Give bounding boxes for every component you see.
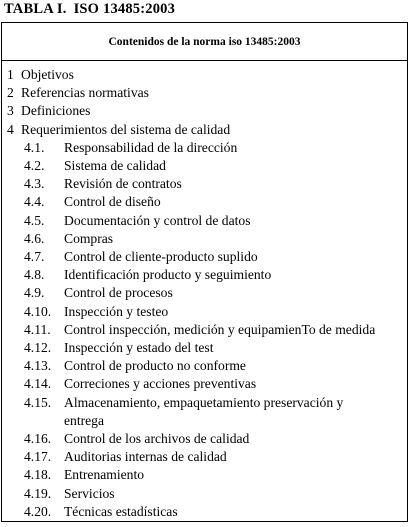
list-item (2, 284, 407, 302)
item-number: 1 (7, 67, 14, 82)
item-number: 4.4. (24, 194, 45, 210)
list-item (2, 339, 407, 357)
list-item (2, 357, 407, 375)
list-item (2, 66, 407, 84)
item-text: Inspección y estado del test (64, 340, 214, 356)
list-item (2, 375, 407, 393)
item-number: 4.16. (24, 431, 52, 447)
item-text: Control de los archivos de calidad (64, 431, 250, 447)
item-number: 3 (7, 103, 14, 119)
item-text: Identificación producto y seguimiento (64, 267, 272, 283)
item-number: 4.6. (24, 230, 45, 246)
contents-list (2, 66, 407, 521)
item-text: Referencias normativas (21, 85, 149, 101)
item-text: Almacenamiento, empaquetamiento preservación y entrega (64, 394, 344, 428)
item-number: 4.11. (24, 321, 51, 337)
item-text: Control de procesos (64, 285, 173, 301)
item-number: 4.5. (24, 212, 45, 228)
item-text: Correciones y acciones preventivas (64, 376, 257, 392)
list-item (2, 248, 407, 266)
list-item (2, 175, 407, 193)
table-caption (4, 1, 175, 18)
list-item (2, 139, 407, 157)
item-number: 4.7. (24, 249, 45, 265)
item-text: Control inspección, medición y equipamienTo de medida (64, 321, 376, 337)
item-text: Servicios (64, 485, 115, 501)
list-item (2, 230, 407, 248)
item-number: 4.20. (24, 503, 52, 519)
item-text: Control de cliente-producto suplido (64, 249, 258, 265)
item-number: 4.1. (24, 139, 45, 155)
item-number: 4.19. (24, 485, 52, 501)
item-number: 4.18. (24, 467, 52, 483)
list-item (2, 485, 407, 503)
item-number: 4.2. (24, 158, 45, 174)
item-text: Técnicas estadísticas (64, 503, 178, 519)
list-item (2, 466, 407, 484)
item-number: 4.12. (24, 340, 52, 356)
item-text: Documentación y control de datos (64, 212, 251, 228)
item-number: 4.14. (24, 376, 52, 392)
list-item (2, 102, 407, 120)
item-text: Revisión de contratos (64, 176, 182, 192)
item-text: Entrenamiento (64, 467, 145, 483)
item-number: 4.8. (24, 267, 45, 283)
item-text: Responsabilidad de la dirección (64, 139, 238, 155)
table-caption-label: TABLA I. (4, 1, 67, 17)
item-text: Control de diseño (64, 194, 161, 210)
list-item (2, 448, 407, 466)
list-item (2, 430, 407, 448)
list-item (2, 303, 407, 321)
list-item (2, 503, 407, 521)
list-item (2, 121, 407, 139)
item-number: 4.3. (24, 176, 45, 192)
item-text: Sistema de calidad (64, 158, 166, 174)
table-caption-name: ISO 13485:2003 (73, 1, 176, 17)
item-number: 4.13. (24, 358, 52, 374)
item-text: Compras (64, 230, 114, 246)
item-number: 4.15. (24, 394, 52, 410)
list-item (2, 394, 407, 430)
item-number: 4.9. (24, 285, 45, 301)
item-text: Inspección y testeo (64, 303, 169, 319)
item-text: Auditorias internas de calidad (64, 449, 227, 465)
item-text: Definiciones (21, 103, 91, 119)
list-item (2, 84, 407, 102)
list-item (2, 212, 407, 230)
list-item (2, 321, 407, 339)
item-number: 2 (7, 85, 14, 101)
item-text: Requerimientos del sistema de calidad (21, 121, 231, 137)
item-number: 4 (7, 121, 14, 137)
item-text: Control de producto no conforme (64, 358, 246, 374)
item-number: 4.17. (24, 449, 52, 465)
list-item (2, 266, 407, 284)
item-number: 4.10. (24, 303, 52, 319)
list-item (2, 157, 407, 175)
list-item (2, 193, 407, 211)
contents-table (1, 22, 408, 522)
item-text: Objetivos (21, 67, 74, 82)
table-header: Contenidos de la norma iso 13485:2003 (2, 23, 407, 61)
